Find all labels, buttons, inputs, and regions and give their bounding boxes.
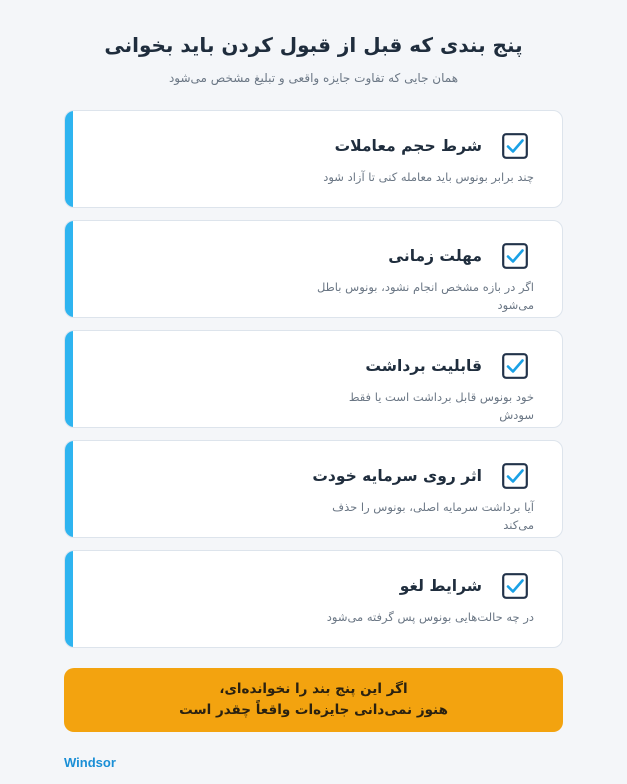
card-title: اثر روی سرمایه خودت [312, 467, 482, 485]
checklist-card-deadline [64, 220, 563, 318]
card-accent-bar [65, 331, 73, 427]
warning-line-1: اگر این پنج بند را نخوانده‌ای، [219, 681, 408, 697]
checklist [64, 110, 563, 660]
checklist-card-cancellation [64, 550, 563, 648]
warning-callout [64, 668, 563, 732]
checkbox-checked-icon [502, 133, 528, 159]
checklist-card-withdrawal [64, 330, 563, 428]
card-description: در چه حالت‌هایی بونوس پس گرفته می‌شود [326, 610, 534, 624]
checkbox-checked-icon [502, 463, 528, 489]
card-accent-bar [65, 551, 73, 647]
checklist-card-capital [64, 440, 563, 538]
checkbox-checked-icon [502, 353, 528, 379]
checklist-card-volume [64, 110, 563, 208]
card-description: چند برابر بونوس باید معامله کنی تا آزاد شود [323, 170, 534, 184]
card-description: اگر در بازه مشخص انجام نشود، بونوس باطل می‌شود [316, 280, 534, 312]
card-title: قابلیت برداشت [365, 357, 482, 375]
card-title: مهلت زمانی [388, 247, 482, 265]
warning-line-2: هنوز نمی‌دانی جایزه‌ات واقعاً چقدر است [179, 702, 448, 718]
page-subtitle: همان جایی که تفاوت جایزه واقعی و تبلیغ مشخص می‌شود [168, 71, 459, 85]
card-title: شرط حجم معاملات [334, 137, 482, 155]
page-title: پنج بندی که قبل از قبول کردن باید بخوانی [104, 33, 523, 57]
card-accent-bar [65, 221, 73, 317]
checkbox-checked-icon [502, 243, 528, 269]
card-accent-bar [65, 441, 73, 537]
card-description: آیا برداشت سرمایه اصلی، بونوس را حذف می‌کند [332, 500, 534, 532]
card-description: خود بونوس قابل برداشت است یا فقط سودش [348, 390, 534, 422]
checkbox-checked-icon [502, 573, 528, 599]
card-accent-bar [65, 111, 73, 207]
card-title: شرایط لغو [399, 577, 482, 595]
brand-logo: Windsor [64, 755, 116, 770]
